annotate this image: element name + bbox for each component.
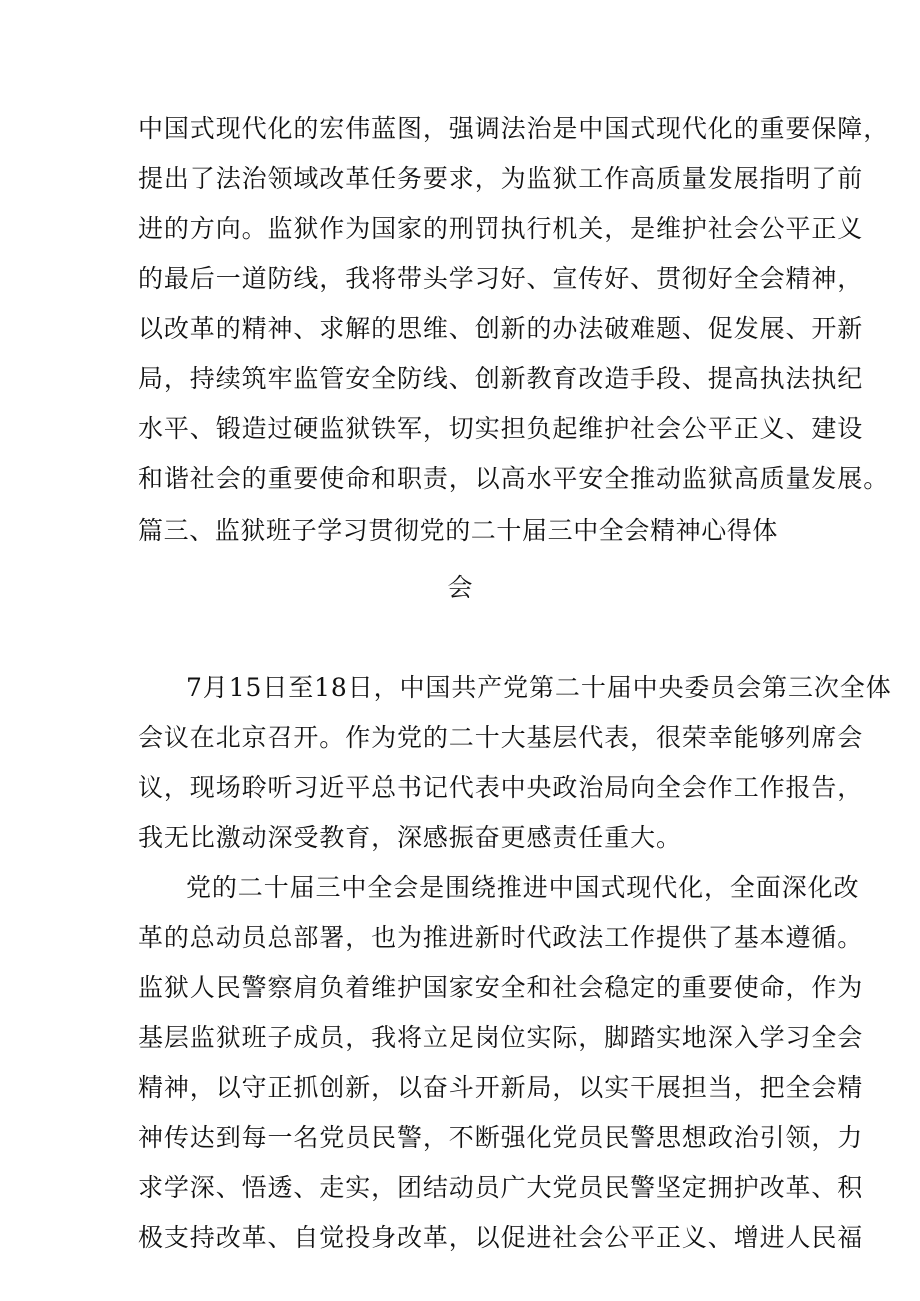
body-text-line: 精神，以守正抓创新，以奋斗开新局，以实干展担当，把全会精 [138, 1073, 864, 1102]
body-text-line: 7月15日至18日，中国共产党第二十届中央委员会第三次全体 [186, 673, 892, 702]
body-text-line: 基层监狱班子成员，我将立足岗位实际，脚踏实地深入学习全会 [138, 1023, 864, 1052]
body-text-line: 中国式现代化的宏伟蓝图，强调法治是中国式现代化的重要保障， [138, 114, 890, 143]
body-text-line: 水平、锻造过硬监狱铁军，切实担负起维护社会公平正义、建设 [138, 414, 864, 443]
body-text-line: 议，现场聆听习近平总书记代表中央政治局向全会作工作报告， [138, 773, 864, 802]
body-text-line: 神传达到每一名党员民警，不断强化党员民警思想政治引领，力 [138, 1123, 864, 1152]
body-text-line: 我无比激动深受教育，深感振奋更感责任重大。 [138, 823, 682, 852]
body-text-line: 革的总动员总部署，也为推进新时代政法工作提供了基本遵循。 [138, 923, 864, 952]
body-text-line: 提出了法治领域改革任务要求，为监狱工作高质量发展指明了前 [138, 164, 864, 193]
body-text-line: 的最后一道防线，我将带头学习好、宣传好、贯彻好全会精神， [138, 264, 864, 293]
body-text-line: 局，持续筑牢监管安全防线、创新教育改造手段、提高执法执纪 [138, 364, 864, 393]
section-heading-continuation: 会 [447, 573, 473, 602]
body-text-line: 以改革的精神、求解的思维、创新的办法破难题、促发展、开新 [138, 314, 864, 343]
body-text-line: 监狱人民警察肩负着维护国家安全和社会稳定的重要使命，作为 [138, 973, 864, 1002]
body-text-line: 极支持改革、自觉投身改革，以促进社会公平正义、增进人民福 [138, 1223, 864, 1252]
section-heading: 篇三、监狱班子学习贯彻党的二十届三中全会精神心得体 [138, 516, 779, 545]
body-text-line: 进的方向。监狱作为国家的刑罚执行机关，是维护社会公平正义 [138, 214, 864, 243]
body-text-line: 求学深、悟透、走实，团结动员广大党员民警坚定拥护改革、积 [138, 1173, 864, 1202]
body-text-line: 党的二十届三中全会是围绕推进中国式现代化，全面深化改 [186, 873, 860, 902]
body-text-line: 会议在北京召开。作为党的二十大基层代表，很荣幸能够列席会 [138, 723, 864, 752]
body-text-line: 和谐社会的重要使命和职责，以高水平安全推动监狱高质量发展。 [138, 464, 890, 493]
